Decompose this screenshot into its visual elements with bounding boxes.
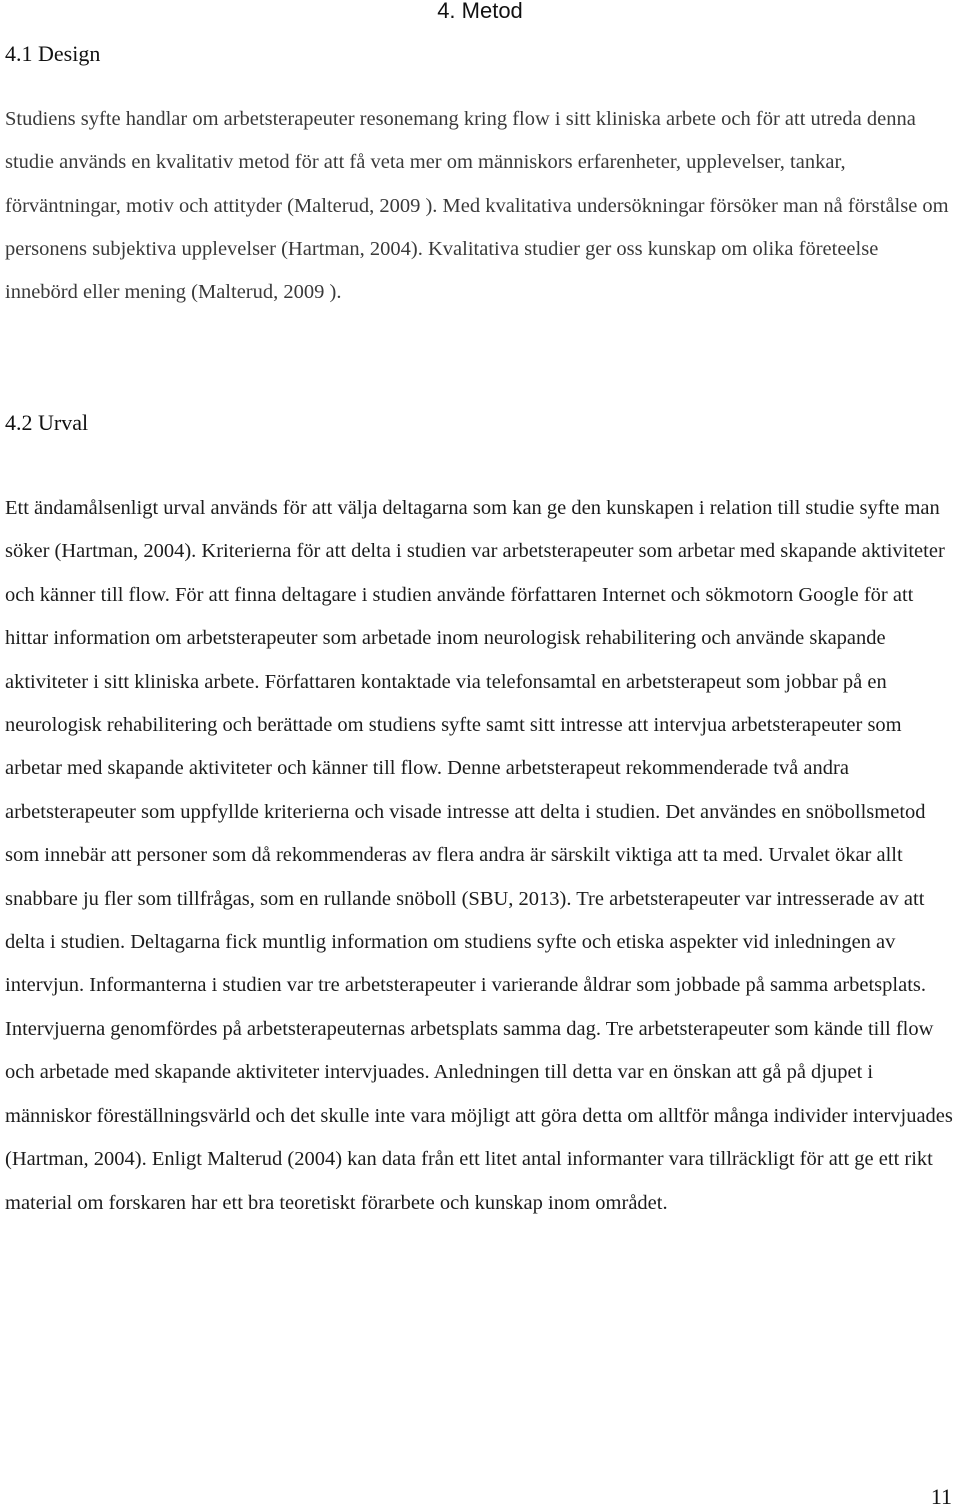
- paragraph-urval: Ett ändamålsenligt urval används för att välja deltagarna som kan ge den kunskapen i relation till studie syfte man söker (Hartman, 2004). Kriterierna för att delta i studien var arbetsterapeuter som arbetar med skapande aktiviteter och känner till flow. För att finna deltagare i studien använde författaren Internet och sökmotorn Google för att hittar information om arbetsterapeuter som arbetade inom neurologisk rehabilitering och använde skapande aktiviteter i sitt kliniska arbete. Författaren kontaktade via telefonsamtal en arbetsterapeut som jobbar på en neurologisk rehabilitering och berättade om studiens syfte samt sitt intresse att intervjua arbetsterapeuter som arbetar med skapande aktiviteter och känner till flow. Denne arbetsterapeut rekommenderade två andra arbetsterapeuter som uppfyllde kriterierna och visade intresse att delta i studien. Det användes en snöbollsmetod som innebär att personer som då rekommenderas av flera andra är särskilt viktiga att ta med. Urvalet ökar allt snabbare ju fler som tillfrågas, som en rullande snöboll (SBU, 2013). Tre arbetsterapeuter var intresserade av att delta i studien. Deltagarna fick muntlig information om studiens syfte och etiska aspekter vid inledningen av intervjun. Informanterna i studien var tre arbetsterapeuter i varierande åldrar som jobbade på samma arbetsplats. Intervjuerna genomfördes på arbetsterapeuternas arbetsplats samma dag. Tre arbetsterapeuter som kände till flow och arbetade med skapande aktiviteter intervjuades. Anledningen till detta var en önskan att gå på djupet i människor föreställningsvärld och det skulle inte vara möjligt att göra detta om alltför många individer intervjuades (Hartman, 2004). Enligt Malterud (2004) kan data från ett litet antal informanter vara tillräckligt för att ge ett rikt material om forskaren har ett bra teoretiskt förarbete och kunskap inom området.: [5, 497, 953, 1214]
- section-heading-design: 4.1 Design: [5, 41, 101, 66]
- paragraph-design: Studiens syfte handlar om arbetsterapeuter resonemang kring flow i sitt kliniska arbete och för att utreda denna studie används en kvalitativ metod för att få veta mer om människors erfarenheter, upplevelser, tankar, förväntningar, motiv och attityder (Malterud, 2009 ). Med kvalitativa undersökningar försöker man nå förstålse om personens subjektiva upplevelser (Hartman, 2004). Kvalitativa studier ger oss kunskap om olika företeelse innebörd eller mening (Malterud, 2009 ).: [5, 108, 949, 304]
- page-number: 11: [930, 1484, 952, 1509]
- section-heading-urval: 4.2 Urval: [5, 410, 89, 435]
- chapter-title: 4. Metod: [437, 0, 523, 23]
